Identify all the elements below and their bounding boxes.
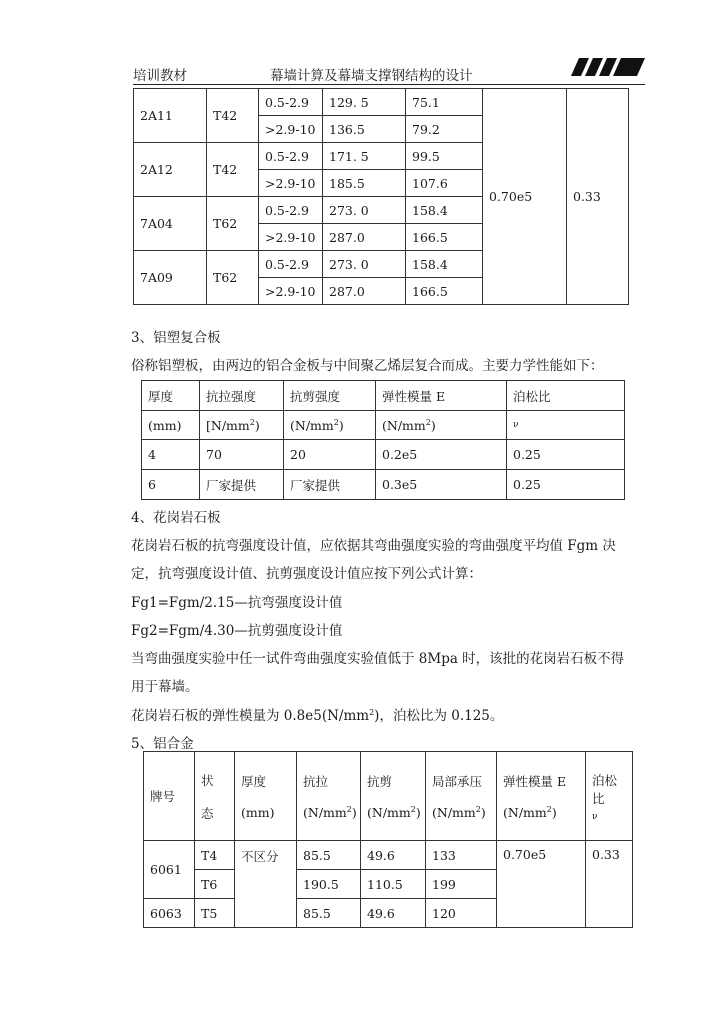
- tension-cell: 85.5: [297, 841, 361, 870]
- header-cell: 状 态: [195, 752, 235, 841]
- bearing-cell: 199: [426, 870, 497, 899]
- section-5-heading: 5、铝合金: [131, 736, 194, 752]
- tension-cell: 287.0: [323, 278, 406, 305]
- grade-cell: 6061: [144, 841, 195, 899]
- state-cell: T62: [207, 197, 259, 251]
- header-center-title: 幕墙计算及幕墙支撑钢结构的设计: [270, 68, 473, 84]
- page-header: [133, 62, 645, 85]
- bearing-cell: 133: [426, 841, 497, 870]
- poisson-cell: 0.33: [586, 841, 633, 928]
- table-row: [134, 89, 629, 116]
- section-3-heading: 3、铝塑复合板: [131, 330, 221, 346]
- aluminum-strength-table: [133, 88, 629, 305]
- tension-cell: 190.5: [297, 870, 361, 899]
- header-cell: 弹性模量 E $(N/mm^2)$: [497, 752, 586, 841]
- tension-cell: 85.5: [297, 899, 361, 928]
- shear-cell: 166.5: [406, 278, 483, 305]
- header-cell: 厚度: [142, 381, 200, 411]
- poisson-cell: 0.25: [507, 470, 625, 500]
- shear-cell: 99.5: [406, 143, 483, 170]
- shear-cell: 厂家提供: [284, 470, 376, 500]
- thickness-cell: 4: [142, 440, 200, 470]
- shear-cell: 158.4: [406, 197, 483, 224]
- shear-cell: 107.6: [406, 170, 483, 197]
- header-cell: 泊松比: [507, 381, 625, 411]
- section-3-intro: 俗称铝塑板，由两边的铝合金板与中间聚乙烯层复合而成。主要力学性能如下：: [131, 358, 604, 374]
- aluminum-alloy-table: [143, 751, 633, 928]
- section-4-paragraph-1b: 定，抗弯强度设计值、抗剪强度设计值应按下列公式计算：: [131, 566, 482, 582]
- tension-cell: 136.5: [323, 116, 406, 143]
- shear-cell: 20: [284, 440, 376, 470]
- section-4-paragraph-2a: 当弯曲强度实验中任一试件弯曲强度实验值低于 8Mpa 时，该批的花岗岩石板不得: [131, 651, 625, 667]
- tension-cell: 129. 5: [323, 89, 406, 116]
- header-cell: $(N/mm^2)$: [376, 411, 507, 440]
- modulus-cell: 0.2e5: [376, 440, 507, 470]
- formula-shear: Fg2=Fgm/4.30—抗剪强度设计值: [131, 623, 343, 639]
- header-cell: 抗拉强度: [200, 381, 284, 411]
- header-cell: (mm): [142, 411, 200, 440]
- header-cell: $[N/mm^2)$: [200, 411, 284, 440]
- tension-cell: 273. 0: [323, 197, 406, 224]
- thickness-cell: >2.9-10: [259, 224, 323, 251]
- poisson-cell: 0.33: [567, 89, 629, 305]
- table-row: [142, 440, 625, 470]
- tension-cell: 70: [200, 440, 284, 470]
- header-cell: 抗拉 $(N/mm^2)$: [297, 752, 361, 841]
- grade-cell: 7A09: [134, 251, 207, 305]
- tension-cell: 185.5: [323, 170, 406, 197]
- state-cell: T6: [195, 870, 235, 899]
- logo-stripes-icon: [571, 56, 645, 78]
- composite-panel-table: [141, 380, 625, 500]
- thickness-cell: 0.5-2.9: [259, 143, 323, 170]
- thickness-cell: 0.5-2.9: [259, 89, 323, 116]
- header-cell: $(N/mm^2)$: [284, 411, 376, 440]
- thickness-cell: >2.9-10: [259, 116, 323, 143]
- formula-bending: Fg1=Fgm/2.15—抗弯强度设计值: [131, 595, 343, 611]
- state-cell: T4: [195, 841, 235, 870]
- grade-cell: 2A11: [134, 89, 207, 143]
- shear-cell: 49.6: [361, 899, 426, 928]
- tension-cell: 273. 0: [323, 251, 406, 278]
- table-row: [144, 752, 633, 841]
- header-cell: 泊松 比 ν: [586, 752, 633, 841]
- section-4-paragraph-3: 花岗岩石板的弹性模量为 $0.8e5(N/mm^2)$，泊松比为 0.125。: [131, 708, 504, 724]
- header-cell: 抗剪强度: [284, 381, 376, 411]
- bearing-cell: 120: [426, 899, 497, 928]
- tension-cell: 171. 5: [323, 143, 406, 170]
- section-4-paragraph-1a: 花岗岩石板的抗弯强度设计值，应依据其弯曲强度实验的弯曲强度平均值 Fgm 决: [131, 538, 616, 554]
- header-cell: 局部承压 $(N/mm^2)$: [426, 752, 497, 841]
- thickness-cell: 不区分: [235, 841, 297, 928]
- grade-cell: 7A04: [134, 197, 207, 251]
- shear-cell: 49.6: [361, 841, 426, 870]
- poisson-cell: 0.25: [507, 440, 625, 470]
- table-row: [144, 841, 633, 870]
- table-row: [142, 381, 625, 411]
- grade-cell: 6063: [144, 899, 195, 928]
- header-cell: 厚度 (mm): [235, 752, 297, 841]
- table-row: [142, 411, 625, 440]
- header-left-title: 培训教材: [133, 68, 187, 84]
- state-cell: T42: [207, 89, 259, 143]
- thickness-cell: 0.5-2.9: [259, 197, 323, 224]
- header-cell: 牌号: [144, 752, 195, 841]
- section-4-heading: 4、花岗岩石板: [131, 510, 221, 526]
- shear-cell: 158.4: [406, 251, 483, 278]
- shear-cell: 79.2: [406, 116, 483, 143]
- tension-cell: 厂家提供: [200, 470, 284, 500]
- state-cell: T42: [207, 143, 259, 197]
- modulus-cell: 0.70e5: [483, 89, 567, 305]
- modulus-cell: 0.3e5: [376, 470, 507, 500]
- header-cell: ν: [507, 411, 625, 440]
- thickness-cell: 0.5-2.9: [259, 251, 323, 278]
- shear-cell: 110.5: [361, 870, 426, 899]
- state-cell: T62: [207, 251, 259, 305]
- thickness-cell: 6: [142, 470, 200, 500]
- section-4-paragraph-2b: 用于幕墙。: [131, 679, 199, 695]
- table-row: [142, 470, 625, 500]
- header-cell: 弹性模量 E: [376, 381, 507, 411]
- header-cell: 抗剪 $(N/mm^2)$: [361, 752, 426, 841]
- state-cell: T5: [195, 899, 235, 928]
- thickness-cell: >2.9-10: [259, 170, 323, 197]
- shear-cell: 75.1: [406, 89, 483, 116]
- shear-cell: 166.5: [406, 224, 483, 251]
- tension-cell: 287.0: [323, 224, 406, 251]
- modulus-cell: 0.70e5: [497, 841, 586, 928]
- thickness-cell: >2.9-10: [259, 278, 323, 305]
- grade-cell: 2A12: [134, 143, 207, 197]
